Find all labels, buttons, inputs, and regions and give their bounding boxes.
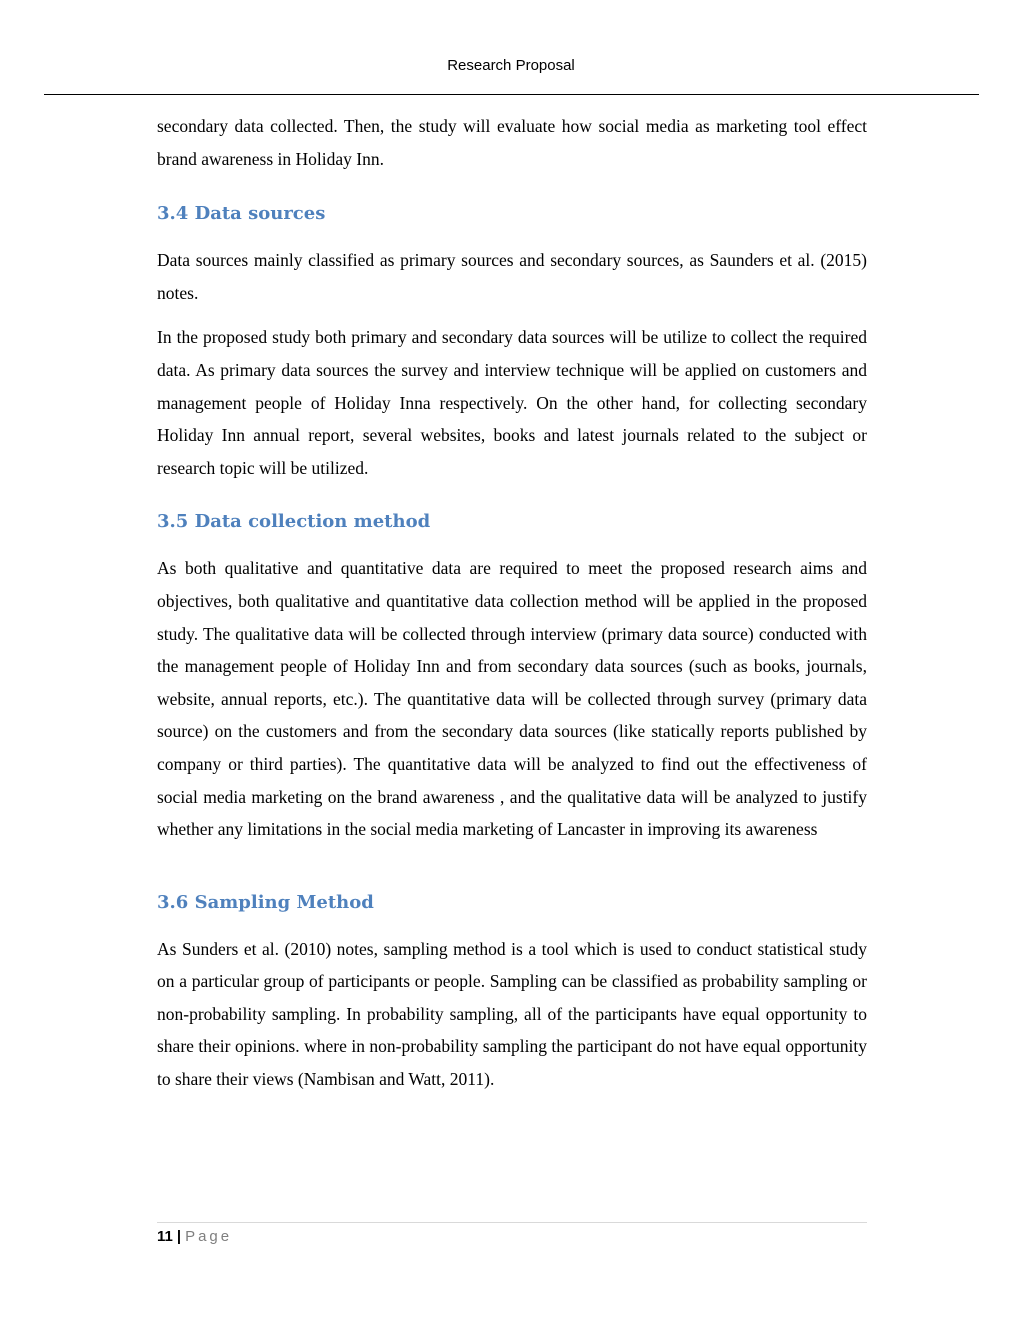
page-header-title: Research Proposal	[447, 57, 575, 74]
data-sources-paragraph-2: In the proposed study both primary and secondary data sources will be utilize to collect the required data. As primary data sources the survey and interview technique will be applied on customers and management people of Holiday Inna respectively. On the other hand, for collecting secondary Holiday Inn annual report, several websites, books and latest journals related to the subject or research topic will be utilized.	[157, 327, 867, 478]
footer-separator: |	[176, 1228, 182, 1245]
intro-paragraph: secondary data collected. Then, the study will evaluate how social media as marketing tool effect brand awareness in Holiday Inn.	[157, 116, 867, 169]
section-heading-data-sources: 3.4 Data sources	[157, 203, 326, 225]
page-footer	[157, 1227, 232, 1247]
section-heading-sampling-method: 3.6 Sampling Method	[157, 891, 374, 913]
footer-divider	[157, 1222, 867, 1223]
data-collection-paragraph: As both qualitative and quantitative data are required to meet the proposed research aims and objectives, both qualitative and quantitative data collection method will be applied in the proposed study. The qualitative data will be collected through interview (primary data source) conducted with the management people of Holiday Inn and from secondary data sources (such as books, journals, website, annual reports, etc.). The quantitative data will be collected through survey (primary data source) on the customers and from the secondary data sources (like statically reports published by company or third parties). The quantitative data will be analyzed to find out the effectiveness of social media marketing on the brand awareness , and the qualitative data will be analyzed to justify whether any limitations in the social media marketing of Lancaster in improving its awareness	[157, 558, 867, 840]
header-divider	[44, 94, 979, 95]
section-heading-data-collection-method: 3.5 Data collection method	[157, 511, 431, 533]
sampling-method-paragraph: As Sunders et al. (2010) notes, sampling method is a tool which is used to conduct statistical study on a particular group of participants or people. Sampling can be classified as probability sampling or non-probability sampling. In probability sampling, all of the participants have equal opportunity to share their opinions. where in non-probability sampling the participant do not have equal opportunity to share their views (Nambisan and Watt, 2011).	[157, 938, 867, 1090]
page-number: 11	[157, 1228, 173, 1245]
data-sources-paragraph-1: Data sources mainly classified as primary sources and secondary sources, as Saunders et al. (2015) notes.	[157, 250, 867, 303]
page-label: Page	[185, 1228, 233, 1245]
document-body	[157, 110, 867, 1108]
